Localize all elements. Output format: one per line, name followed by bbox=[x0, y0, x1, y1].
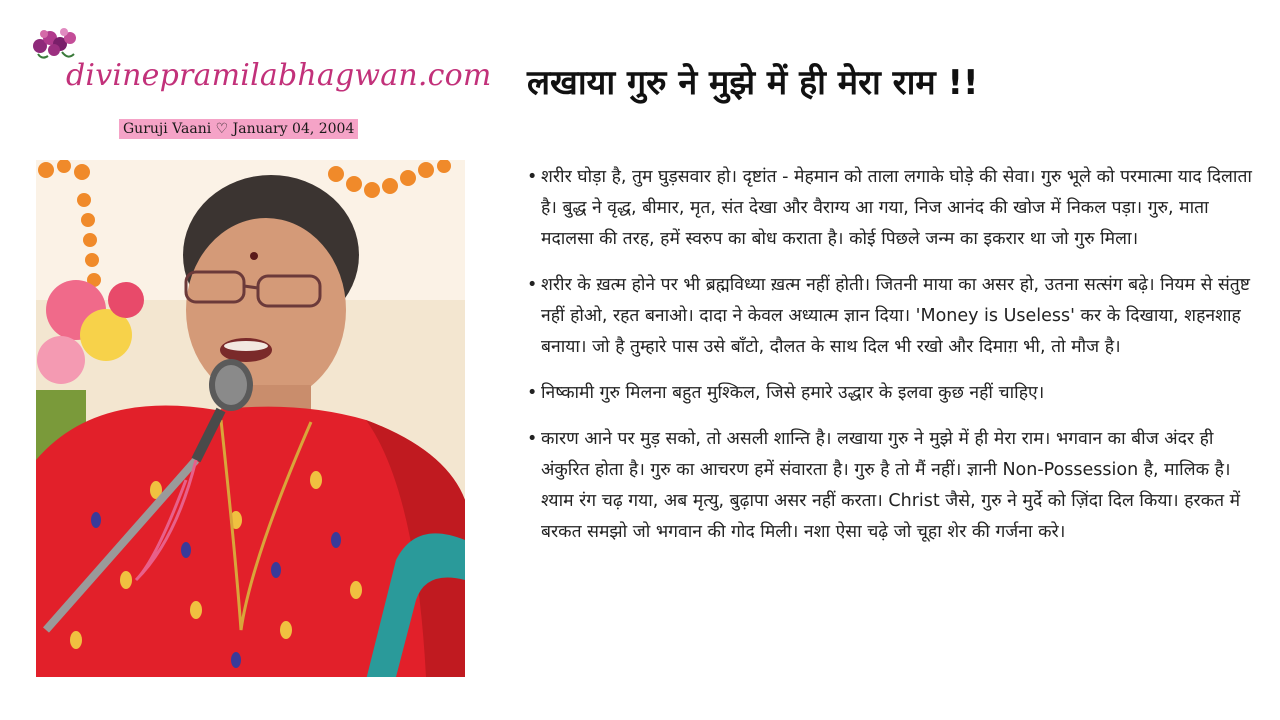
list-item bbox=[527, 378, 1257, 409]
list-item-text: निष्कामी गुरु मिलना बहुत मुश्किल, जिसे हमारे उद्धार के इलवा कुछ नहीं चाहिए। bbox=[541, 383, 1045, 403]
bullet-icon: • bbox=[527, 429, 538, 449]
list-item bbox=[527, 270, 1257, 363]
list-item bbox=[527, 424, 1257, 548]
page-title: लखाया गुरु ने मुझे में ही मेरा राम !! bbox=[527, 63, 979, 103]
site-name[interactable]: divinepramilabhagwan.com bbox=[66, 58, 492, 93]
list-item-text: शरीर घोड़ा है, तुम घुड़सवार हो। दृष्टांत - मेहमान को ताला लगाके घोड़े की सेवा। गुरु भूले को परमात्मा याद दिलाता है। बुद्ध ने वृद्ध, बीमार, मृत, संत देखा और वैराग्य आ गया, निज आनंद की खोज में निकल पड़ा। गुरु, माता मदालसा की तरह, हमें स्वरुप का बोध कराता है। कोई पिछले जन्म का इकरार था जो गुरु मिला। bbox=[541, 167, 1252, 249]
bullet-icon: • bbox=[527, 383, 538, 403]
list-item-text: शरीर के ख़त्म होने पर भी ब्रह्मविध्या ख़त्म नहीं होती। जितनी माया का असर हो, उतना सत्संग बढ़े। नियम से संतुष्ट नहीं होओ, रहत बनाओ। दादा ने केवल अध्यात्म ज्ञान दिया। 'Money is Useless' कर के दिखाया, शहनशाह बनाया। जो है तुम्हारे पास उसे बाँटो, दौलत के साथ दिल भी रखो और दिमाग़ भी, तो मौज है। bbox=[541, 275, 1250, 357]
bullet-icon: • bbox=[527, 275, 538, 295]
bullet-icon: • bbox=[527, 167, 538, 187]
speaker-photo bbox=[36, 160, 465, 677]
list-item-text: कारण आने पर मुड़ सको, तो असली शान्ति है। लखाया गुरु ने मुझे में ही मेरा राम। भगवान का बीज अंदर ही अंकुरित होता है। गुरु का आचरण हमें संवारता है। गुरु है तो मैं नहीं। ज्ञानी Non-Possession है, मालिक है। श्याम रंग चढ़ गया, अब मृत्यु, बुढ़ापा असर नहीं करता। Christ जैसे, गुरु ने मुर्दे को ज़िंदा दिल किया। हरकत में बरकत समझो जो भगवान की गोद मिली। नशा ऐसा चढ़े जो चूहा शेर की गर्जना करे। bbox=[541, 429, 1241, 542]
list-item bbox=[527, 162, 1257, 255]
teaching-list bbox=[527, 162, 1257, 563]
date-badge: Guruji Vaani ♡ January 04, 2004 bbox=[119, 119, 358, 139]
